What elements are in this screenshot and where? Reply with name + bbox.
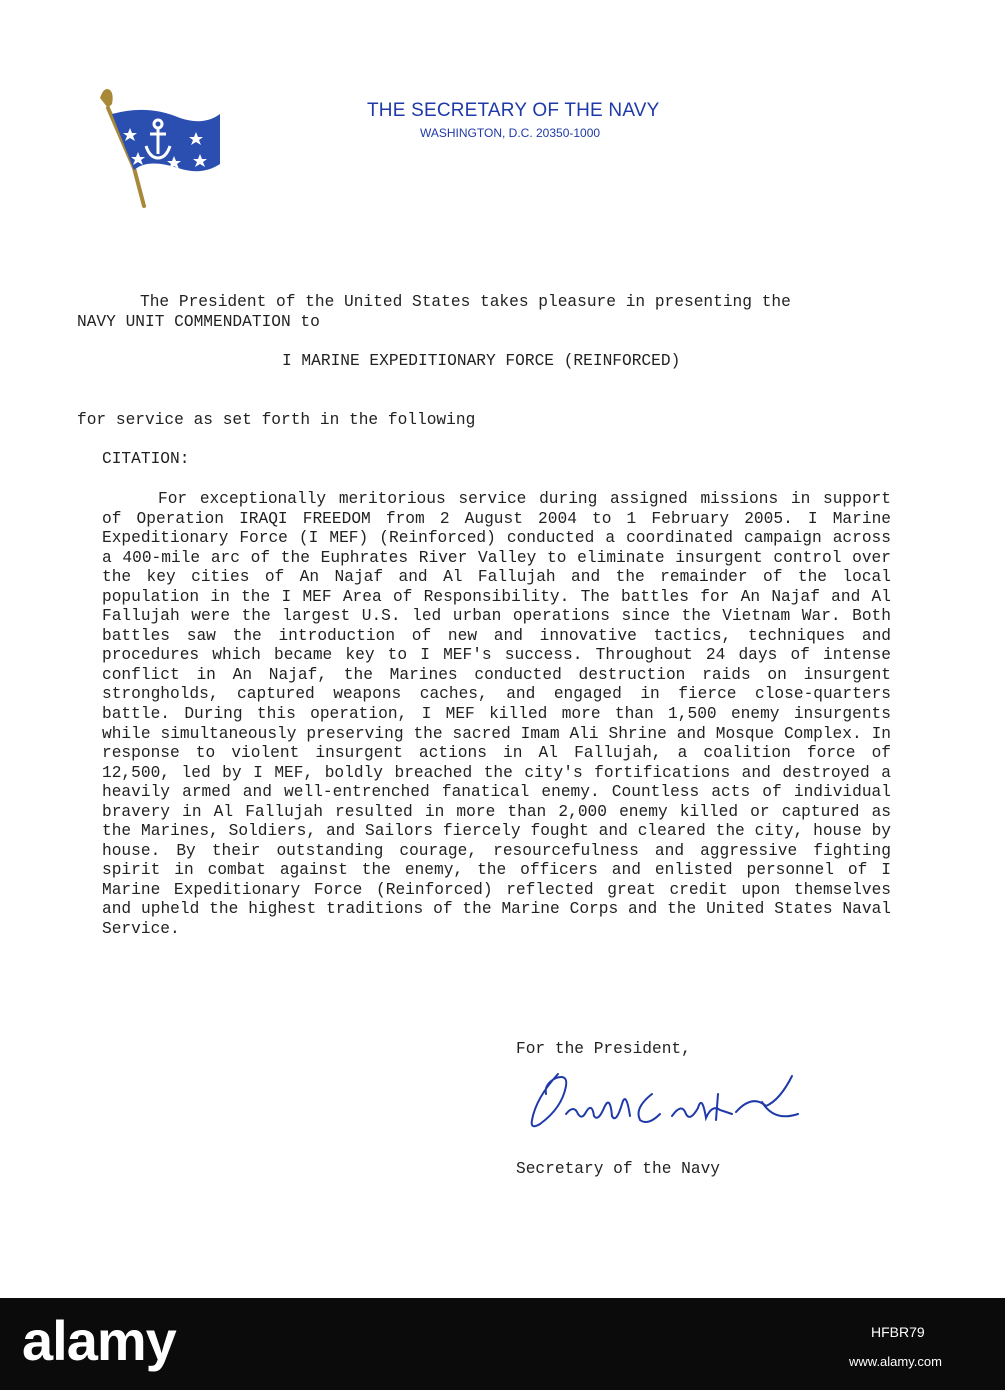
footer-url: www.alamy.com bbox=[849, 1354, 942, 1369]
closing-line: For the President, bbox=[516, 1040, 691, 1058]
footer-image-id: HFBR79 bbox=[871, 1324, 925, 1340]
unit-name: I MARINE EXPEDITIONARY FORCE (REINFORCED) bbox=[282, 352, 681, 370]
citation-body: For exceptionally meritorious service during assigned missions in support of Operation IRAQI FREEDOM from 2 August 2004 to 1 February 2005. I Marine Expeditionary Force (I MEF) (Reinforced) conducted a coordinated campaign across a 400-mile arc of the Euphrates River Valley to eliminate insurgent control over the key cities of An Najaf and Al Fallujah and the remainder of the local population in the I MEF Area of Responsibility. The battles for An Najaf and Al Fallujah were the largest U.S. led urban operations since the Vietnam War. Both battles saw the introduction of new and innovative tactics, techniques and procedures which became key to I MEF's success. Throughout 24 days of intense conflict in An Najaf, the Marines conducted destruction raids on insurgent strongholds, captured weapons caches, and engaged in fierce close-quarters battle. During this operation, I MEF killed more than 1,500 enemy insurgents while simultaneously preserving the sacred Imam Ali Shrine and Mosque Complex. In response to violent insurgent actions in Al Fallujah, a coalition force of 12,500, led by I MEF, boldly breached the city's fortifications and destroyed a heavily armed and well-entrenched fanatical enemy. Countless acts of individual bravery in Al Fallujah resulted in more than 2,000 enemy killed or captured as the Marines, Soldiers, and Sailors fiercely fought and cleared the city, house by house. By their outstanding courage, resourcefulness and aggressive fighting spirit in combat against the enemy, the officers and enlisted personnel of I Marine Expeditionary Force (Reinforced) reflected great credit upon themselves and upheld the highest traditions of the Marine Corps and the United States Naval Service. bbox=[102, 490, 891, 939]
letterhead-title: THE SECRETARY OF THE NAVY bbox=[367, 100, 660, 121]
stock-footer-bar bbox=[0, 1298, 1005, 1390]
footer-logo: alamy bbox=[22, 1309, 176, 1372]
signatory-title: Secretary of the Navy bbox=[516, 1160, 720, 1178]
intro-line-2: NAVY UNIT COMMENDATION to bbox=[77, 313, 320, 331]
service-line: for service as set forth in the following bbox=[77, 411, 476, 429]
signature-image bbox=[522, 1064, 802, 1136]
citation-heading: CITATION: bbox=[102, 450, 190, 468]
letterhead-address: WASHINGTON, D.C. 20350-1000 bbox=[420, 126, 601, 140]
intro-line-1: The President of the United States takes pleasure in presenting the bbox=[140, 293, 791, 311]
navy-flag-icon bbox=[88, 80, 228, 210]
